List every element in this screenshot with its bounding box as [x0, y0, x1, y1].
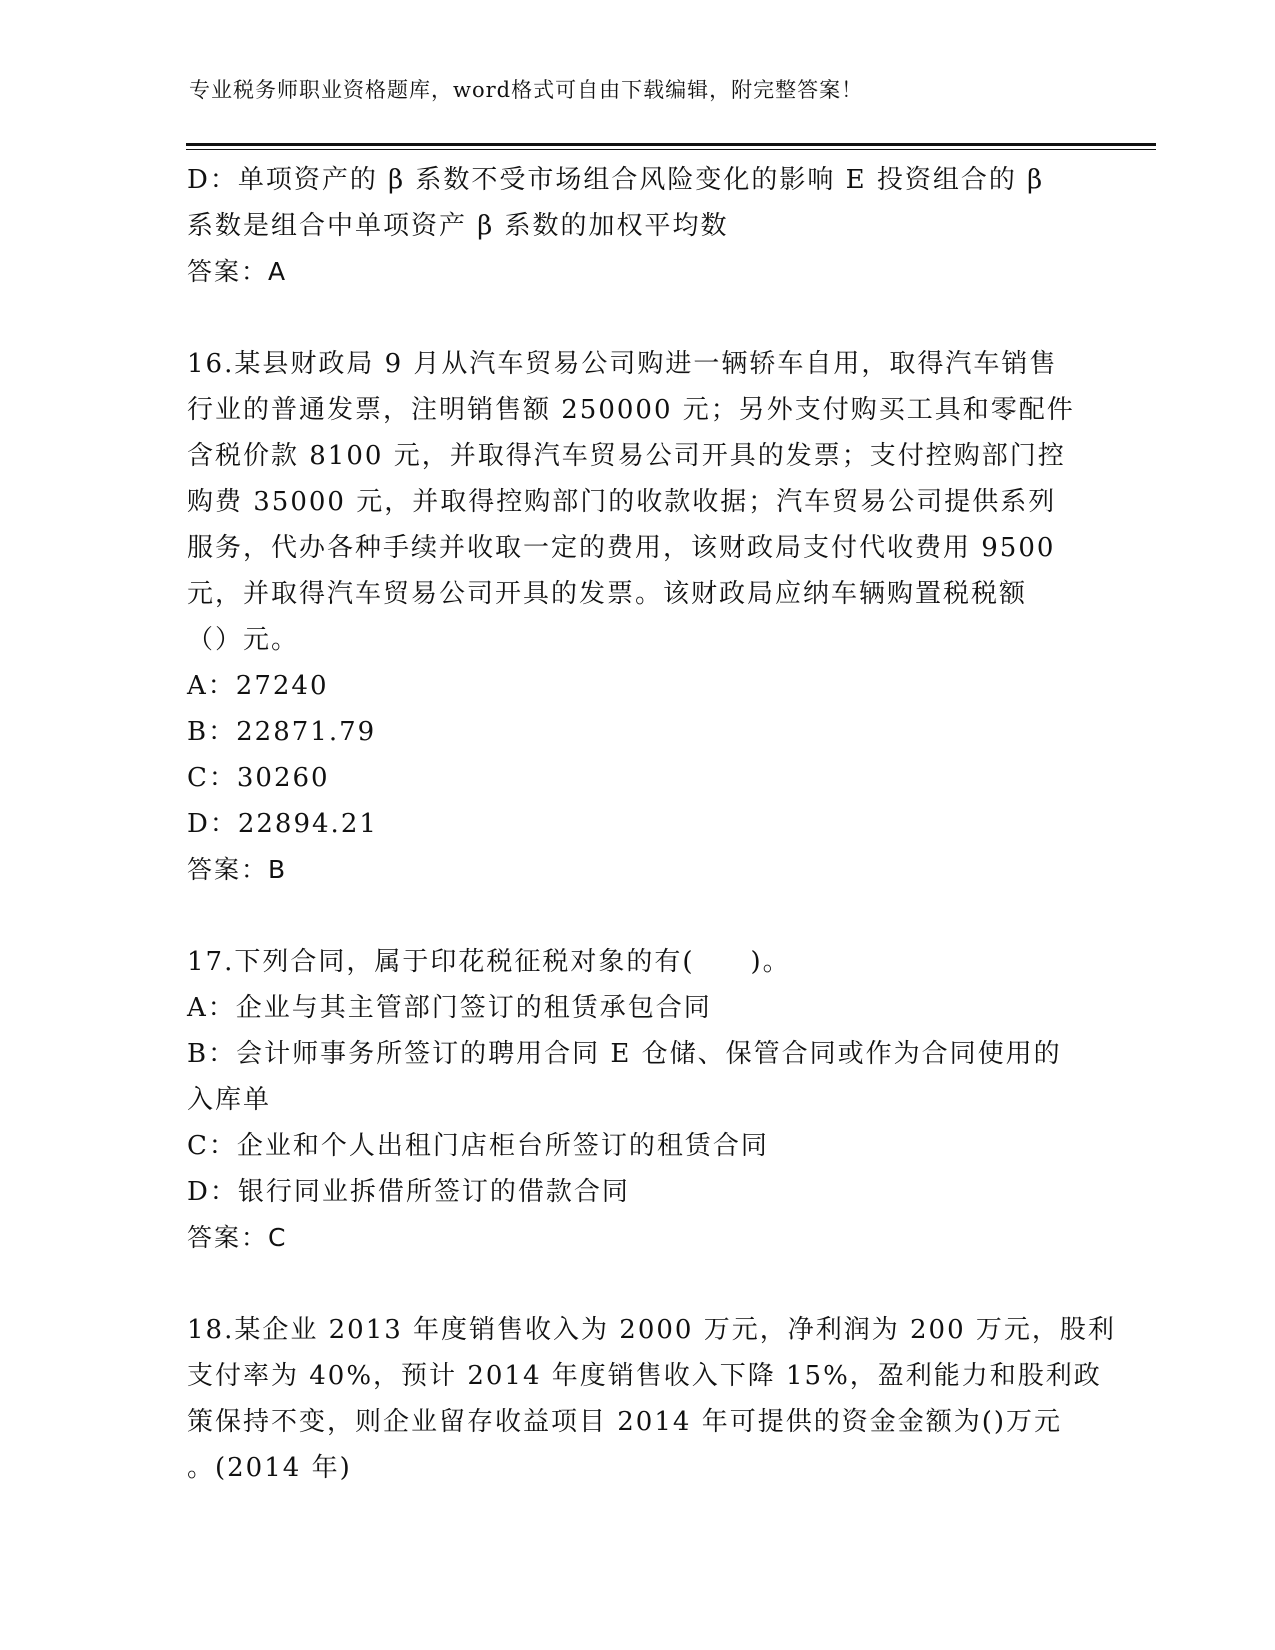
- spacer: [187, 1261, 1087, 1307]
- page-header: 专业税务师职业资格题库，word格式可自由下载编辑，附完整答案！: [189, 78, 864, 102]
- q18-stem-line: 策保持不变，则企业留存收益项目 2014 年可提供的资金金额为()万元: [187, 1407, 1062, 1437]
- q18-stem-line: 18.某企业 2013 年度销售收入为 2000 万元，净利润为 200 万元，股利: [187, 1315, 1116, 1345]
- q17-stem-line: 17.下列合同，属于印花税征税对象的有( )。: [187, 947, 791, 977]
- q15-option-line: D：单项资产的 β 系数不受市场组合风险变化的影响 E 投资组合的 β: [187, 165, 1045, 195]
- q16-answer: 答案：B: [187, 855, 288, 884]
- q16-option-d: D：22894.21: [187, 809, 378, 839]
- q17-answer: 答案：C: [187, 1223, 288, 1252]
- spacer: [187, 893, 1087, 939]
- spacer: [187, 295, 1087, 341]
- q15-option-line: 系数是组合中单项资产 β 系数的加权平均数: [187, 211, 729, 241]
- q18-stem-line: 支付率为 40%，预计 2014 年度销售收入下降 15%，盈利能力和股利政: [187, 1361, 1102, 1391]
- q16-option-b: B：22871.79: [187, 717, 377, 747]
- q17-option-a: A：企业与其主管部门签订的租赁承包合同: [187, 993, 712, 1023]
- q16-stem-line: 服务，代办各种手续并收取一定的费用，该财政局支付代收费用 9500: [187, 533, 1056, 563]
- q16-stem-line: 含税价款 8100 元，并取得汽车贸易公司开具的发票；支付控购部门控: [187, 441, 1066, 471]
- q16-option-c: C：30260: [187, 763, 330, 793]
- q17-option-c: C：企业和个人出租门店柜台所签订的租赁合同: [187, 1131, 769, 1161]
- q16-stem-line: 购费 35000 元，并取得控购部门的收款收据；汽车贸易公司提供系列: [187, 487, 1057, 517]
- q16-stem-line: 行业的普通发票，注明销售额 250000 元；另外支付购买工具和零配件: [187, 395, 1075, 425]
- q17-option-b-cont: 入库单: [187, 1085, 272, 1115]
- q16-stem-line: （）元。: [187, 625, 300, 655]
- q16-stem-line: 元，并取得汽车贸易公司开具的发票。该财政局应纳车辆购置税税额: [187, 579, 1028, 609]
- q18-stem-line: 。(2014 年): [187, 1453, 352, 1483]
- header-rule-thick: [186, 143, 1156, 146]
- q17-option-b: B：会计师事务所签订的聘用合同 E 仓储、保管合同或作为合同使用的: [187, 1039, 1062, 1069]
- q16-option-a: A：27240: [187, 671, 329, 701]
- q16-stem-line: 16.某县财政局 9 月从汽车贸易公司购进一辆轿车自用，取得汽车销售: [187, 349, 1058, 379]
- q15-answer: 答案：A: [187, 257, 288, 286]
- question-body: [187, 157, 1116, 1491]
- q17-option-d: D：银行同业拆借所签订的借款合同: [187, 1177, 630, 1207]
- header-rule-thin: [186, 149, 1156, 150]
